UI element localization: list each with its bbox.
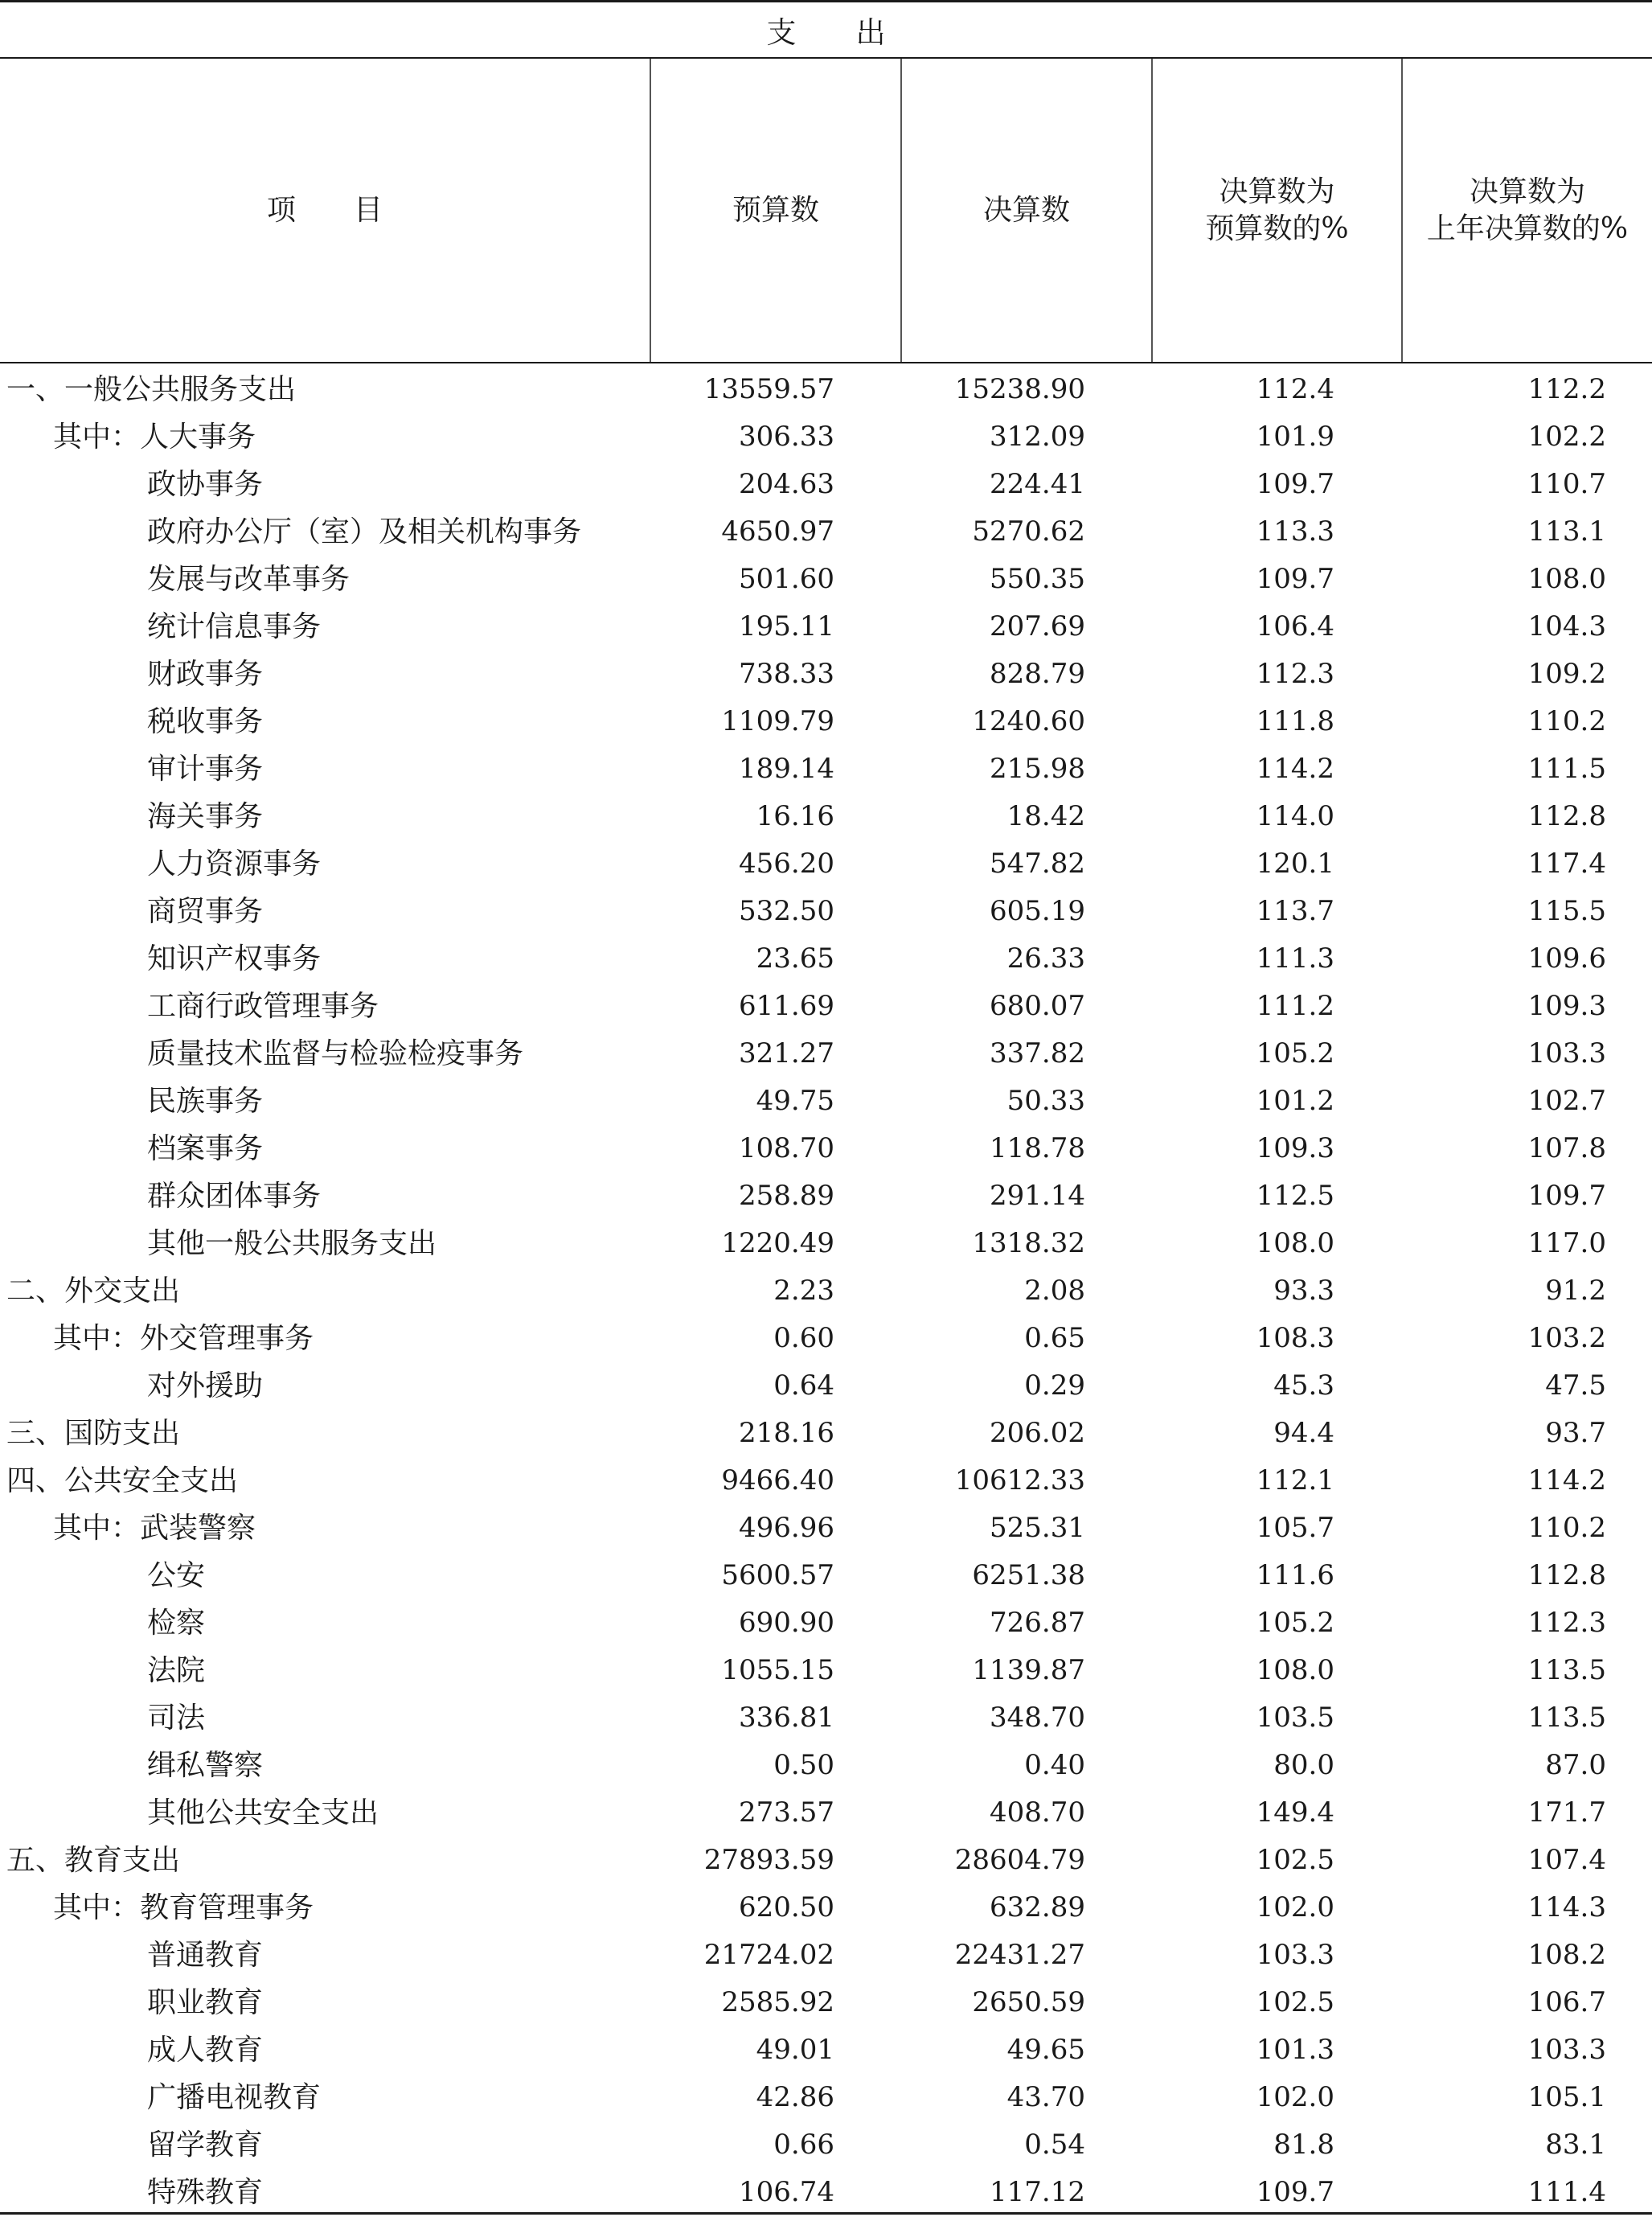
row-pct-budget-value: 81.8 bbox=[1273, 2129, 1334, 2161]
table-row bbox=[0, 1552, 1652, 1599]
row-pct-prev-value: 107.4 bbox=[1527, 1844, 1606, 1876]
table-row bbox=[0, 1410, 1652, 1457]
row-budget-value: 27893.59 bbox=[703, 1844, 834, 1876]
row-item-name: 公安 bbox=[147, 1559, 206, 1592]
row-budget-value: 1220.49 bbox=[721, 1227, 834, 1259]
row-pct-budget-value: 112.3 bbox=[1256, 658, 1334, 690]
row-item-name: 商贸事务 bbox=[147, 895, 264, 928]
row-pct-budget-value: 101.9 bbox=[1256, 421, 1334, 453]
row-final-value: 0.29 bbox=[1024, 1369, 1085, 1402]
row-budget-value: 13559.57 bbox=[703, 373, 834, 405]
row-item-name: 财政事务 bbox=[147, 658, 264, 691]
row-pct-prev-value: 113.5 bbox=[1527, 1702, 1606, 1734]
row-final-value: 337.82 bbox=[990, 1037, 1085, 1069]
table-row bbox=[0, 698, 1652, 745]
table-row bbox=[0, 1220, 1652, 1267]
row-budget-value: 321.27 bbox=[739, 1037, 834, 1069]
row-item-name: 二、外交支出 bbox=[6, 1275, 181, 1308]
row-final-value: 28604.79 bbox=[954, 1844, 1085, 1876]
row-budget-value: 0.66 bbox=[773, 2129, 834, 2161]
row-item-name: 一、一般公共服务支出 bbox=[6, 373, 297, 406]
row-pct-budget-value: 113.7 bbox=[1256, 895, 1334, 927]
row-pct-budget-value: 101.3 bbox=[1256, 2034, 1334, 2066]
row-pct-budget-value: 108.3 bbox=[1256, 1322, 1334, 1354]
row-pct-budget-value: 111.3 bbox=[1256, 942, 1334, 975]
row-pct-prev-value: 107.8 bbox=[1527, 1132, 1606, 1164]
row-pct-prev-value: 171.7 bbox=[1527, 1796, 1606, 1829]
row-budget-value: 1109.79 bbox=[721, 705, 834, 737]
row-item-name: 检察 bbox=[147, 1607, 206, 1640]
row-final-value: 525.31 bbox=[990, 1512, 1085, 1544]
row-budget-value: 49.01 bbox=[756, 2034, 834, 2066]
row-item-name: 三、国防支出 bbox=[6, 1417, 181, 1450]
row-item-name: 留学教育 bbox=[147, 2129, 264, 2162]
row-item-name: 其中：教育管理事务 bbox=[53, 1891, 314, 1924]
row-pct-budget-value: 93.3 bbox=[1273, 1275, 1334, 1307]
row-pct-prev-value: 114.2 bbox=[1527, 1464, 1606, 1496]
row-final-value: 1139.87 bbox=[972, 1654, 1085, 1686]
table-row bbox=[0, 1789, 1652, 1837]
row-pct-budget-value: 113.3 bbox=[1256, 515, 1334, 548]
table-row bbox=[0, 2169, 1652, 2216]
row-pct-prev-value: 112.8 bbox=[1527, 800, 1606, 832]
header-budget bbox=[651, 59, 900, 362]
row-item-name: 普通教育 bbox=[147, 1939, 264, 1972]
row-budget-value: 738.33 bbox=[739, 658, 834, 690]
row-pct-budget-value: 80.0 bbox=[1273, 1749, 1334, 1781]
row-pct-prev-value: 103.2 bbox=[1527, 1322, 1606, 1354]
table-row bbox=[0, 1505, 1652, 1552]
row-pct-prev-value: 83.1 bbox=[1545, 2129, 1606, 2161]
row-budget-value: 456.20 bbox=[739, 848, 834, 880]
row-pct-budget-value: 102.0 bbox=[1256, 1891, 1334, 1923]
table-row bbox=[0, 888, 1652, 935]
row-final-value: 1240.60 bbox=[972, 705, 1085, 737]
header-item-label: 项 目 bbox=[266, 193, 383, 227]
table-row bbox=[0, 1979, 1652, 2026]
row-pct-budget-value: 109.3 bbox=[1256, 1132, 1334, 1164]
row-pct-prev-value: 112.2 bbox=[1527, 373, 1606, 405]
row-budget-value: 218.16 bbox=[739, 1417, 834, 1449]
row-final-value: 408.70 bbox=[990, 1796, 1085, 1829]
row-item-name: 其中：人大事务 bbox=[53, 421, 256, 454]
row-pct-prev-value: 117.0 bbox=[1527, 1227, 1606, 1259]
row-final-value: 6251.38 bbox=[972, 1559, 1085, 1591]
row-budget-value: 106.74 bbox=[739, 2176, 834, 2208]
row-pct-prev-value: 109.7 bbox=[1527, 1180, 1606, 1212]
header-final bbox=[902, 59, 1151, 362]
row-item-name: 其中：外交管理事务 bbox=[53, 1322, 314, 1355]
table-row bbox=[0, 1932, 1652, 1979]
row-pct-budget-value: 149.4 bbox=[1256, 1796, 1334, 1829]
row-pct-prev-value: 113.5 bbox=[1527, 1654, 1606, 1686]
table-row bbox=[0, 983, 1652, 1030]
table-row bbox=[0, 1647, 1652, 1694]
row-pct-prev-value: 109.6 bbox=[1527, 942, 1606, 975]
row-item-name: 缉私警察 bbox=[147, 1749, 264, 1782]
row-item-name: 特殊教育 bbox=[147, 2176, 264, 2209]
row-pct-budget-value: 103.3 bbox=[1256, 1939, 1334, 1971]
table-bottom-rule bbox=[0, 2212, 1652, 2215]
row-budget-value: 2.23 bbox=[773, 1275, 834, 1307]
header-ratio-budget bbox=[1153, 59, 1401, 362]
row-final-value: 0.65 bbox=[1024, 1322, 1085, 1354]
row-budget-value: 258.89 bbox=[739, 1180, 834, 1212]
row-pct-budget-value: 114.2 bbox=[1256, 753, 1334, 785]
row-final-value: 632.89 bbox=[990, 1891, 1085, 1923]
row-pct-budget-value: 120.1 bbox=[1256, 848, 1334, 880]
row-pct-budget-value: 102.5 bbox=[1256, 1844, 1334, 1876]
row-item-name: 广播电视教育 bbox=[147, 2081, 322, 2114]
table-row bbox=[0, 1362, 1652, 1410]
row-budget-value: 4650.97 bbox=[721, 515, 834, 548]
row-item-name: 群众团体事务 bbox=[147, 1180, 322, 1213]
row-budget-value: 204.63 bbox=[739, 468, 834, 500]
row-pct-prev-value: 108.0 bbox=[1527, 563, 1606, 595]
table-row bbox=[0, 840, 1652, 888]
row-pct-prev-value: 111.5 bbox=[1527, 753, 1606, 785]
row-pct-prev-value: 109.3 bbox=[1527, 990, 1606, 1022]
table-row bbox=[0, 461, 1652, 508]
row-pct-prev-value: 115.5 bbox=[1527, 895, 1606, 927]
row-item-name: 四、公共安全支出 bbox=[6, 1464, 239, 1497]
row-budget-value: 620.50 bbox=[739, 1891, 834, 1923]
row-pct-budget-value: 112.1 bbox=[1256, 1464, 1334, 1496]
row-final-value: 348.70 bbox=[990, 1702, 1085, 1734]
row-budget-value: 273.57 bbox=[739, 1796, 834, 1829]
row-pct-budget-value: 111.8 bbox=[1256, 705, 1334, 737]
table-row bbox=[0, 793, 1652, 840]
row-item-name: 统计信息事务 bbox=[147, 610, 322, 643]
row-pct-prev-value: 93.7 bbox=[1545, 1417, 1606, 1449]
row-item-name: 其他一般公共服务支出 bbox=[147, 1227, 437, 1260]
table-row bbox=[0, 2074, 1652, 2121]
row-pct-prev-value: 110.2 bbox=[1527, 705, 1606, 737]
row-pct-budget-value: 105.2 bbox=[1256, 1037, 1334, 1069]
row-item-name: 政协事务 bbox=[147, 468, 264, 501]
row-pct-prev-value: 108.2 bbox=[1527, 1939, 1606, 1971]
row-final-value: 0.54 bbox=[1024, 2129, 1085, 2161]
row-budget-value: 496.96 bbox=[739, 1512, 834, 1544]
header-final-label: 决算数 bbox=[982, 193, 1070, 227]
row-item-name: 政府办公厅（室）及相关机构事务 bbox=[147, 515, 582, 548]
row-pct-prev-value: 103.3 bbox=[1527, 2034, 1606, 2066]
row-budget-value: 1055.15 bbox=[721, 1654, 834, 1686]
row-final-value: 605.19 bbox=[990, 895, 1085, 927]
row-item-name: 司法 bbox=[147, 1702, 206, 1735]
row-final-value: 726.87 bbox=[990, 1607, 1085, 1639]
row-pct-prev-value: 87.0 bbox=[1545, 1749, 1606, 1781]
row-final-value: 50.33 bbox=[1006, 1085, 1085, 1117]
row-pct-budget-value: 109.7 bbox=[1256, 468, 1334, 500]
table-caption: 支 出 bbox=[766, 15, 886, 50]
row-final-value: 26.33 bbox=[1006, 942, 1085, 975]
row-budget-value: 0.50 bbox=[773, 1749, 834, 1781]
table-row bbox=[0, 366, 1652, 413]
row-pct-budget-value: 108.0 bbox=[1256, 1654, 1334, 1686]
row-final-value: 2650.59 bbox=[972, 1986, 1085, 2018]
row-pct-budget-value: 108.0 bbox=[1256, 1227, 1334, 1259]
row-pct-prev-value: 110.7 bbox=[1527, 468, 1606, 500]
row-budget-value: 108.70 bbox=[739, 1132, 834, 1164]
row-pct-budget-value: 101.2 bbox=[1256, 1085, 1334, 1117]
header-ratio-prev-line1: 决算数为 bbox=[1469, 174, 1585, 208]
row-item-name: 人力资源事务 bbox=[147, 848, 322, 881]
header-ratio-prev-line2: 上年决算数的% bbox=[1426, 211, 1629, 245]
row-final-value: 207.69 bbox=[990, 610, 1085, 643]
table-row bbox=[0, 1172, 1652, 1220]
row-budget-value: 189.14 bbox=[739, 753, 834, 785]
row-pct-budget-value: 105.2 bbox=[1256, 1607, 1334, 1639]
row-pct-budget-value: 106.4 bbox=[1256, 610, 1334, 643]
row-pct-prev-value: 102.2 bbox=[1527, 421, 1606, 453]
row-final-value: 117.12 bbox=[990, 2176, 1085, 2208]
header-budget-label: 预算数 bbox=[732, 193, 819, 227]
row-budget-value: 532.50 bbox=[739, 895, 834, 927]
row-pct-prev-value: 112.8 bbox=[1527, 1559, 1606, 1591]
row-pct-budget-value: 112.5 bbox=[1256, 1180, 1334, 1212]
row-budget-value: 306.33 bbox=[739, 421, 834, 453]
row-final-value: 312.09 bbox=[990, 421, 1085, 453]
table-row bbox=[0, 2121, 1652, 2169]
row-pct-prev-value: 105.1 bbox=[1527, 2081, 1606, 2113]
row-item-name: 民族事务 bbox=[147, 1085, 264, 1118]
row-pct-budget-value: 114.0 bbox=[1256, 800, 1334, 832]
row-budget-value: 9466.40 bbox=[721, 1464, 834, 1496]
row-budget-value: 23.65 bbox=[756, 942, 834, 975]
row-item-name: 税收事务 bbox=[147, 705, 264, 738]
row-final-value: 22431.27 bbox=[954, 1939, 1085, 1971]
row-final-value: 15238.90 bbox=[954, 373, 1085, 405]
table-row bbox=[0, 745, 1652, 793]
row-pct-prev-value: 112.3 bbox=[1527, 1607, 1606, 1639]
row-pct-prev-value: 117.4 bbox=[1527, 848, 1606, 880]
row-pct-prev-value: 102.7 bbox=[1527, 1085, 1606, 1117]
table-row bbox=[0, 1315, 1652, 1362]
table-row bbox=[0, 1599, 1652, 1647]
header-ratio-budget-line1: 决算数为 bbox=[1219, 174, 1335, 208]
table-row bbox=[0, 1030, 1652, 1078]
row-item-name: 审计事务 bbox=[147, 753, 264, 786]
row-budget-value: 0.60 bbox=[773, 1322, 834, 1354]
table-row bbox=[0, 603, 1652, 651]
row-item-name: 法院 bbox=[147, 1654, 206, 1687]
row-item-name: 成人教育 bbox=[147, 2034, 264, 2067]
header-rule bbox=[0, 362, 1652, 363]
row-final-value: 828.79 bbox=[990, 658, 1085, 690]
table-row bbox=[0, 1837, 1652, 1884]
row-item-name: 海关事务 bbox=[147, 800, 264, 833]
row-pct-prev-value: 111.4 bbox=[1527, 2176, 1606, 2208]
row-final-value: 547.82 bbox=[990, 848, 1085, 880]
row-pct-budget-value: 111.2 bbox=[1256, 990, 1334, 1022]
table-row bbox=[0, 935, 1652, 983]
row-final-value: 291.14 bbox=[990, 1180, 1085, 1212]
row-final-value: 49.65 bbox=[1006, 2034, 1085, 2066]
row-pct-prev-value: 109.2 bbox=[1527, 658, 1606, 690]
row-item-name: 质量技术监督与检验检疫事务 bbox=[147, 1037, 524, 1070]
table-row bbox=[0, 1457, 1652, 1505]
row-final-value: 0.40 bbox=[1024, 1749, 1085, 1781]
table-row bbox=[0, 1078, 1652, 1125]
row-item-name: 其他公共安全支出 bbox=[147, 1796, 379, 1829]
row-budget-value: 611.69 bbox=[739, 990, 834, 1022]
row-budget-value: 336.81 bbox=[739, 1702, 834, 1734]
row-pct-budget-value: 111.6 bbox=[1256, 1559, 1334, 1591]
row-final-value: 224.41 bbox=[990, 468, 1085, 500]
row-pct-prev-value: 114.3 bbox=[1527, 1891, 1606, 1923]
row-budget-value: 49.75 bbox=[756, 1085, 834, 1117]
header-ratio-prev bbox=[1403, 59, 1652, 362]
row-pct-prev-value: 110.2 bbox=[1527, 1512, 1606, 1544]
row-final-value: 10612.33 bbox=[954, 1464, 1085, 1496]
row-final-value: 680.07 bbox=[990, 990, 1085, 1022]
row-final-value: 215.98 bbox=[990, 753, 1085, 785]
table-row bbox=[0, 413, 1652, 461]
row-final-value: 18.42 bbox=[1006, 800, 1085, 832]
table-row bbox=[0, 556, 1652, 603]
table-row bbox=[0, 2026, 1652, 2074]
row-pct-prev-value: 113.1 bbox=[1527, 515, 1606, 548]
row-final-value: 118.78 bbox=[990, 1132, 1085, 1164]
table-row bbox=[0, 508, 1652, 556]
table-row bbox=[0, 1742, 1652, 1789]
row-pct-budget-value: 109.7 bbox=[1256, 2176, 1334, 2208]
row-budget-value: 0.64 bbox=[773, 1369, 834, 1402]
row-pct-prev-value: 91.2 bbox=[1545, 1275, 1606, 1307]
table-row bbox=[0, 651, 1652, 698]
row-budget-value: 501.60 bbox=[739, 563, 834, 595]
row-final-value: 2.08 bbox=[1024, 1275, 1085, 1307]
table-row bbox=[0, 1884, 1652, 1932]
table-row bbox=[0, 1694, 1652, 1742]
row-budget-value: 16.16 bbox=[756, 800, 834, 832]
row-pct-prev-value: 47.5 bbox=[1545, 1369, 1606, 1402]
row-pct-budget-value: 109.7 bbox=[1256, 563, 1334, 595]
row-item-name: 知识产权事务 bbox=[147, 942, 322, 975]
row-pct-budget-value: 102.5 bbox=[1256, 1986, 1334, 2018]
row-budget-value: 21724.02 bbox=[703, 1939, 834, 1971]
row-pct-budget-value: 105.7 bbox=[1256, 1512, 1334, 1544]
row-item-name: 档案事务 bbox=[147, 1132, 264, 1165]
row-item-name: 五、教育支出 bbox=[6, 1844, 181, 1877]
row-pct-budget-value: 112.4 bbox=[1256, 373, 1334, 405]
row-item-name: 其中：武装警察 bbox=[53, 1512, 256, 1545]
row-final-value: 550.35 bbox=[990, 563, 1085, 595]
row-budget-value: 42.86 bbox=[756, 2081, 834, 2113]
row-budget-value: 690.90 bbox=[739, 1607, 834, 1639]
row-final-value: 1318.32 bbox=[972, 1227, 1085, 1259]
row-pct-prev-value: 106.7 bbox=[1527, 1986, 1606, 2018]
row-final-value: 5270.62 bbox=[972, 515, 1085, 548]
row-pct-prev-value: 103.3 bbox=[1527, 1037, 1606, 1069]
row-item-name: 发展与改革事务 bbox=[147, 563, 350, 596]
table-row bbox=[0, 1267, 1652, 1315]
row-pct-prev-value: 104.3 bbox=[1527, 610, 1606, 643]
row-item-name: 对外援助 bbox=[147, 1369, 264, 1402]
row-final-value: 43.70 bbox=[1006, 2081, 1085, 2113]
row-pct-budget-value: 45.3 bbox=[1273, 1369, 1334, 1402]
row-budget-value: 2585.92 bbox=[721, 1986, 834, 2018]
table-row bbox=[0, 1125, 1652, 1172]
row-budget-value: 5600.57 bbox=[721, 1559, 834, 1591]
row-final-value: 206.02 bbox=[990, 1417, 1085, 1449]
row-item-name: 职业教育 bbox=[147, 1986, 264, 2019]
row-pct-budget-value: 103.5 bbox=[1256, 1702, 1334, 1734]
header-ratio-budget-line2: 预算数的% bbox=[1205, 211, 1349, 245]
row-budget-value: 195.11 bbox=[739, 610, 834, 643]
row-pct-budget-value: 102.0 bbox=[1256, 2081, 1334, 2113]
row-item-name: 工商行政管理事务 bbox=[147, 990, 379, 1023]
header-item bbox=[0, 59, 650, 362]
row-pct-budget-value: 94.4 bbox=[1273, 1417, 1334, 1449]
